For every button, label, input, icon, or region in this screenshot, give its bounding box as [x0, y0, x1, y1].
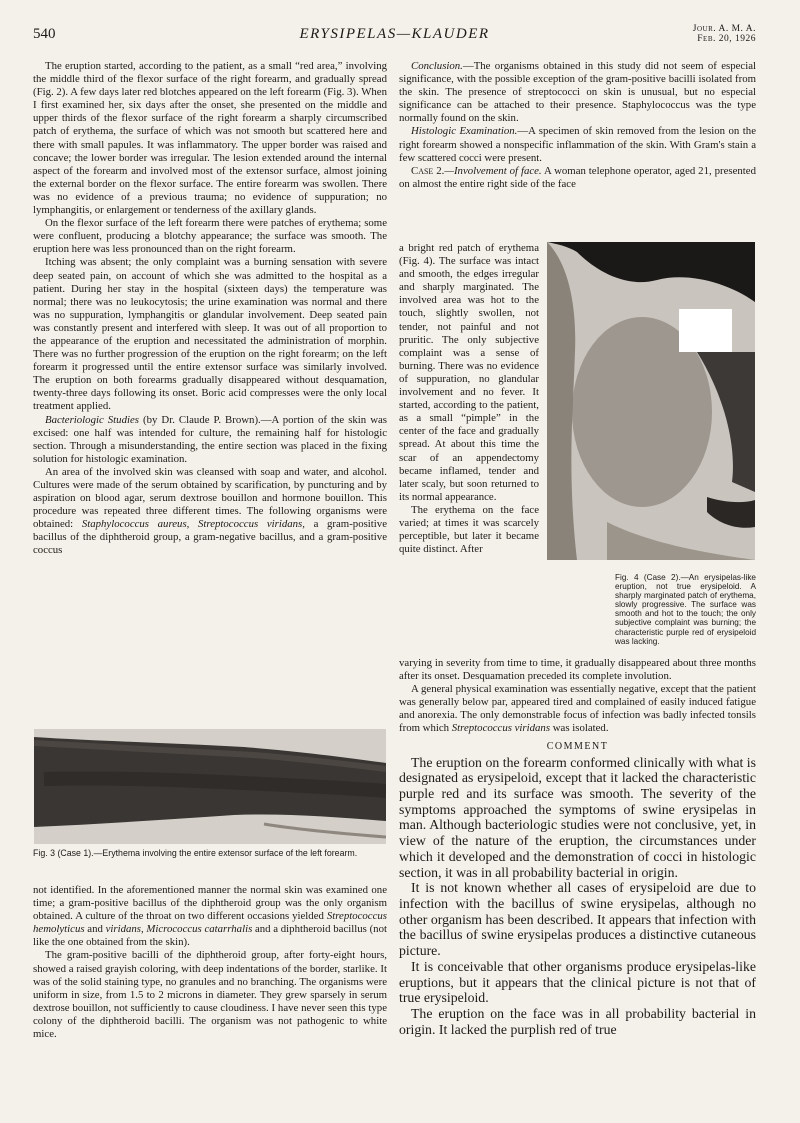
comment-section	[399, 755, 756, 1038]
paragraph: varying in severity from time to time, it gradually disappeared about three months after its onset. Desquamation preceded its complete involution.	[399, 657, 756, 683]
journal-citation	[693, 24, 756, 44]
journal-date: Feb. 20, 1926	[697, 34, 756, 44]
journal-name: Jour. A. M. A.	[692, 24, 756, 34]
right-column-top	[399, 60, 756, 191]
page-number: 540	[33, 26, 56, 42]
paragraph: A general physical examination was essentially negative, except that the patient was generally below par, appeared tired and complained of easily induced fatigue and anorexia. The only demonstrable focus of infection was badly infected tonsils from which Streptococcus viridans was isolated.	[399, 683, 756, 735]
figure-3	[33, 729, 387, 859]
paragraph: It is not known whether all cases of erysipeloid are due to infection with the bacillus of swine erysipelas, although no other organism has been described. It appears that infection with the bacillus of swine erysipelas produces a distinctive cutaneous picture.	[399, 880, 756, 959]
figure-4-caption: Fig. 4 (Case 2).—An erysipelas-like eruption, not true erysipeloid. A sharply marginated patch of erythema, slowly progressive. The surface was smooth and hot to the touch; the only subjective complaint was burning; the characteristic purple red of erysipeloid was lacking.	[615, 573, 756, 646]
right-column-bottom	[399, 657, 756, 1037]
section-heading: Bacteriologic Studies	[45, 413, 139, 426]
paragraph: a bright red patch of erythema (Fig. 4). The surface was intact and smooth, the edges irregular and sharply marginated. The involved area was hot to the touch, slightly swollen, not tender, not painful and not pruritic. The only subjective complaint was a sense of burning. There was no evidence of suppuration, no glandular involvement and no fever. It started, according to the patient, as a small “pimple” in the center of the face and gradually spread. At about this time the scar of an appendectomy became inflamed, tender and later scaly, but soon returned to its normal appearance.	[399, 242, 539, 503]
eye-censor-box	[679, 309, 732, 352]
paragraph: The gram-positive bacilli of the diphtheroid group, after forty-eight hours, showed a raised grayish coloring, with deep indentations of the border, starlike. It was of the solid staining type, no granules and no branching. The organisms were uniform in size, from 1.5 to 2 microns in diameter. They grew sparsely in serum dextrose bouillon, not sufficiently to cause cloudiness. I have never seen this type colony of the diphtheroid bacilli. The organism was not pathogenic to white mice.	[33, 949, 387, 1041]
paragraph: not identified. In the aforementioned manner the normal skin was examined one time; a gram-positive bacillus of the diphtheroid group was the only organism obtained. A culture of the throat on two different occasions yielded Streptococcus hemolyticus and viridans, Micrococcus catarrhalis and a diphtheroid bacillus (not like the one obtained from the skin).	[33, 884, 387, 949]
face-illustration	[547, 242, 755, 560]
running-head	[33, 26, 756, 50]
paragraph: The eruption on the forearm conformed clinically with what is designated as erysipeloid, except that it lacked the characteristic purple red and its surface was smooth. The severity of the symptoms approached the symptoms of swine erysipelas in man. Although bacteriologic studies were not conclusive, yet, in view of the nature of the eruption, the circumstances under which it developed and the demonstration of cocci in histologic section, it was in all probability bacterial in origin.	[399, 754, 756, 880]
left-column-top	[33, 60, 387, 558]
forearm-illustration	[34, 729, 386, 844]
paragraph: Bacteriologic Studies (by Dr. Claude P. Brown).—A portion of the skin was excised: one half was intended for culture, the remaining half for histologic section. Through a misunderstanding, the entire section was placed in the fixing solution for histologic examination.	[33, 413, 387, 465]
wrapped-text-case-2	[399, 242, 539, 556]
case-label: Case 2.	[411, 164, 445, 177]
paragraph: Itching was absent; the only complaint was a burning sensation with severe deep seated pain, on account of which she was admitted to the hospital as a patient. During her stay in the hospital (sixteen days) the temperature was normal; there was no leukocytosis; the urine examination was normal and there was no suppuration, lymphangitis or glandular involvement. Deep seated pain was constantly present and interfered with sleep. It was out of all proportion to the appearance of the eruption and necessitated the administration of morphin. There was no further progression of the eruption on the right forearm; on the left forearm it progressed until the entire extensor surface was similarly involved. The eruption on both forearms gradually disappeared without desquamation, twenty-three days following its onset. Boric acid compresses were the only local treatment applied.	[33, 256, 387, 413]
paragraph: Conclusion.—The organisms obtained in this study did not seem of especial significance, with the possible exception of the gram-positive bacilli isolated from the skin. The presence of streptococci on skin is unusual, but no especial significance can be attached to their presence. Staphylococcus was the type normally found on the skin.	[399, 60, 756, 125]
paragraph: Histologic Examination.—A specimen of skin removed from the lesion on the right forearm showed a nonspecific inflammation of the skin. With Gram's stain a few scattered cocci were present.	[399, 125, 756, 164]
paragraph: The erythema on the face varied; at times it was scarcely perceptible, but later it became quite distinct. After	[399, 503, 539, 556]
section-heading: Conclusion.	[411, 60, 463, 72]
figure-4-photo	[547, 242, 755, 560]
left-column-bottom	[33, 884, 387, 1041]
paragraph: The eruption started, according to the patient, as a small “red area,” involving the middle third of the flexor surface of the right forearm, and gradually spread (Fig. 2). A few days later red blotches appeared on the left forearm (Fig. 3). When I first examined her, six days after the onset, she presented on the middle and upper thirds of the flexor surface of the right forearm a sharply circumscribed patch of erythema, the surface of which was not smooth but scattered here and there with small papules. It was inflammatory. The upper border was raised and concave; the lower border was irregular. The lesion extended around the internal aspect of the forearm and involved most of the extensor surface, almost joining the external border on the flexor surface. The entire forearm was swollen. There was no evidence of a previous trauma; no evidence of suppuration; no lymphangitis, or enlargement or tenderness of the axillary glands.	[33, 60, 387, 217]
section-heading: Histologic Examination.	[411, 125, 518, 138]
forearm-photo	[34, 729, 386, 844]
paragraph: It is conceivable that other organisms produce erysipelas-like eruptions, but it appears that the clinical picture is not that of true erysipeloid.	[399, 958, 756, 1006]
paragraph: The eruption on the face was in all probability bacterial in origin. It lacked the purplish red of true	[399, 1005, 756, 1037]
running-title: ERYSIPELAS—KLAUDER	[299, 26, 490, 42]
comment-heading: COMMENT	[546, 740, 609, 752]
paragraph: Case 2.—Involvement of face. A woman telephone operator, aged 21, presented on almost the entire right side of the face	[399, 164, 756, 190]
paragraph: On the flexor surface of the left forearm there were patches of erythema; some were confluent, producing a blotchy appearance; the surface was smooth. The eruption here was less pronounced than on the right forearm.	[33, 217, 387, 256]
paragraph: An area of the involved skin was cleansed with soap and water, and alcohol. Cultures were made of the serum obtained by scarification, by puncturing and by aspiration on blood agar, serum dextrose bouillon and hormone bouillon. This procedure was repeated three different times. The following organisms were obtained: Staphylococcus aureus, Streptococcus viridans, a gram-positive bacillus of the diphtheroid group, a gram-negative bacillus, and a gram-positive coccus	[33, 465, 387, 557]
figure-3-caption: Fig. 3 (Case 1).—Erythema involving the entire extensor surface of the left forearm.	[33, 848, 358, 858]
